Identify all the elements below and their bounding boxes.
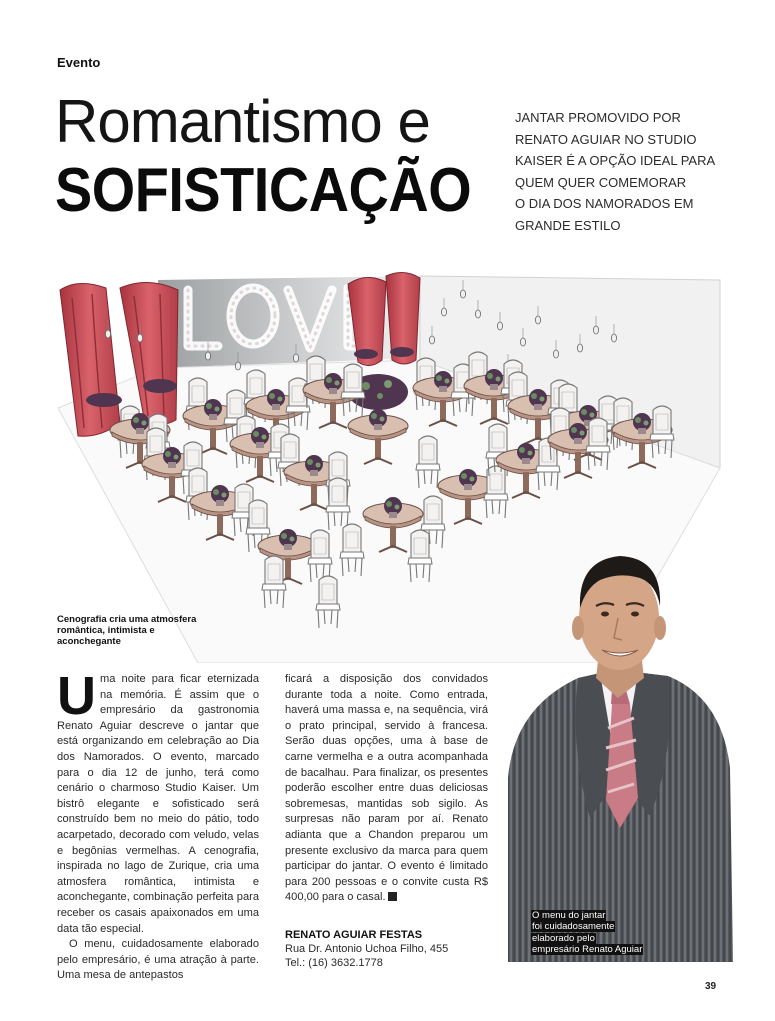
- deck-line: RENATO AGUIAR NO STUDIO: [515, 131, 697, 147]
- photo-caption: [531, 910, 653, 955]
- deck-line: O DIA DOS NAMORADOS EM: [515, 196, 694, 211]
- deck-line: QUEM QUER COMEMORAR: [515, 174, 687, 190]
- deck-line: JANTAR PROMOVIDO POR: [515, 110, 681, 125]
- contact-name: RENATO AGUIAR FESTAS: [285, 929, 423, 941]
- photo-caption-line: elaborado pelo: [532, 932, 595, 944]
- page-number: 39: [705, 981, 717, 992]
- article-column-1: [57, 666, 259, 984]
- portrait-photo: [508, 548, 733, 962]
- paragraph-2: O menu, cuidadosamente elaborado pelo empresário, é uma atração à parte. Uma mesa de antepastos: [57, 938, 259, 982]
- paragraph-3-text: ficará a disposição dos convidados durante toda a noite. Como entrada, haverá uma massa e, na sequência, virá o prato principal, servido à francesa. Serão duas opções, uma à base de carne vermelha e a outra acompanhada de bacalhau. Para finalizar, os presentes poderão escolher entre duas deliciosas sobremesas, mantidas sob sigilo. As surpresas não param por aí. Renato adianta que a Chandon preparou um presente exclusivo da marca para quem participar do jantar. O evento é limitado para 200 pessoas e o convite custa R$ 400,00 para o casal.: [285, 673, 488, 904]
- paragraph-1-text: ma noite para ficar eternizada na memória. É assim que o empresário da gastronomia Renato Aguiar descreve o jantar que está organizando em celebração ao Dia dos Namorados. O evento, marcado para o dia 12 de junho, terá como cenário o charmoso Studio Kaiser. Um bistrô elegante e sofisticado será construído bem no meio do pátio, todo acarpetado, decorado com veludo, velas e begônias vermelhas. A cenografia, inspirada no lago de Zurique, cria uma atmosfera romântica, intimista e aconchegante, combinação perfeita para receber os casais apaixonados em uma data tão especial.: [57, 673, 259, 935]
- illustration-caption: Cenografia cria uma atmosfera romântica, intimista e aconchegante: [57, 614, 197, 647]
- photo-caption-line: empresário Renato Aguiar: [532, 943, 643, 955]
- deck-line: GRANDE ESTILO: [515, 217, 621, 233]
- deck: [515, 107, 725, 236]
- photo-caption-line: O menu do jantar: [532, 910, 606, 921]
- title-line-2: SOFISTICAÇÃO: [55, 156, 472, 225]
- photo-caption-line: foi cuidadosamente: [532, 921, 615, 933]
- section-label: Evento: [57, 55, 101, 70]
- paragraph-1: [57, 666, 259, 937]
- contact-phone: Tel.: (16) 3632.1778: [285, 957, 383, 969]
- contact-address: Rua Dr. Antonio Uchoa Filho, 455: [285, 943, 449, 955]
- contact-block: [285, 928, 495, 970]
- end-mark-icon: [388, 892, 397, 901]
- title-line-1: Romantismo e: [55, 88, 430, 155]
- dropcap: U: [57, 666, 96, 726]
- deck-line: KAISER É A OPÇÃO IDEAL PARA: [515, 153, 716, 168]
- paragraph-3: [285, 672, 488, 906]
- article-column-2: [285, 672, 488, 906]
